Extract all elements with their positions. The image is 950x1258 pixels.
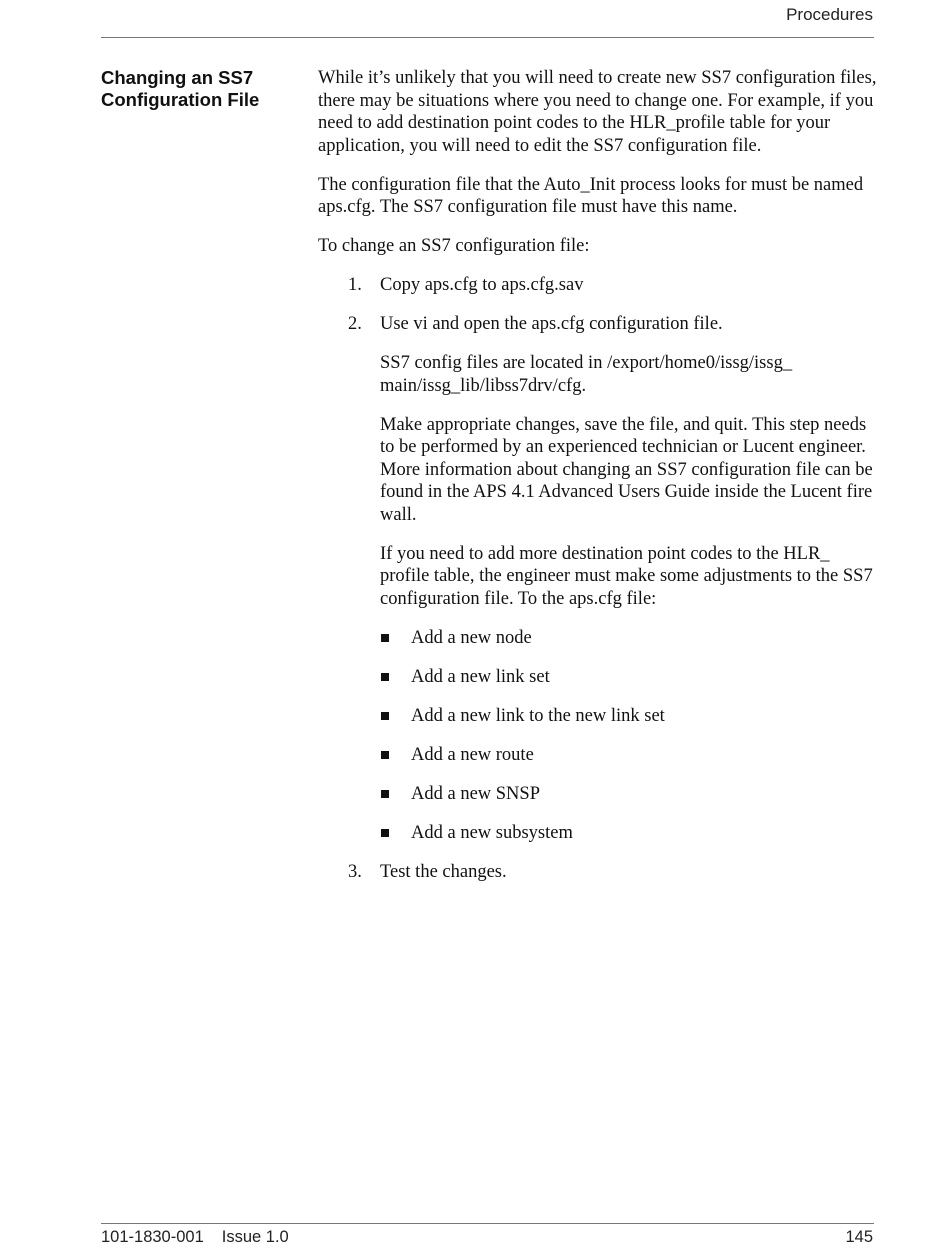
bullet-item (380, 744, 878, 767)
header-rule (101, 37, 874, 38)
procedure-step (318, 861, 878, 884)
section-heading (101, 67, 301, 111)
square-bullet-icon (381, 790, 389, 798)
bullet-text: Add a new subsystem (411, 822, 573, 843)
section-heading-line: Configuration File (101, 89, 260, 110)
intro-paragraph: While it’s unlikely that you will need to create new SS7 configuration files, there may be situations where you need to change one. For example, if you need to add destination point codes to the HLR_profile table for your application, you will need to edit the SS7 configuration file. (318, 68, 877, 156)
step-paragraph: Make appropriate changes, save the file, and quit. This step needs to be performed by an experienced technician or Lucent engineer. More information about changing an SS7 configuration file can be found in the APS 4.1 Advanced Users Guide inside the Lucent fire wall. (380, 414, 873, 525)
intro-paragraph: The configuration file that the Auto_Init process looks for must be named aps.cfg. The SS7 configuration file must have this name. (318, 174, 864, 217)
square-bullet-icon (381, 673, 389, 681)
doc-number: 101-1830-001 (101, 1228, 204, 1246)
step-number: 1. (348, 275, 362, 295)
intro-paragraph: To change an SS7 configuration file: (318, 236, 590, 256)
footer-doc-info (101, 1228, 289, 1247)
bullet-item (380, 627, 878, 650)
step-paragraph: SS7 config files are located in /export/home0/issg/issg_ main/issg_lib/libss7drv/cfg. (380, 353, 793, 396)
bullet-text: Add a new node (411, 627, 532, 648)
bullet-text: Add a new SNSP (411, 783, 540, 804)
bullet-item (380, 666, 878, 689)
step-paragraph: If you need to add more destination point codes to the HLR_ profile table, the engineer must make some adjustments to the SS7 configuration file. To the aps.cfg file: (380, 543, 873, 609)
procedure-step (318, 313, 878, 844)
bullet-item (380, 783, 878, 806)
body-text (318, 67, 878, 900)
square-bullet-icon (381, 634, 389, 642)
procedure-steps (318, 274, 878, 883)
issue-label: Issue 1.0 (221, 1228, 289, 1246)
bullet-item (380, 705, 878, 728)
bullet-text: Add a new link to the new link set (411, 705, 665, 726)
step-text: Copy aps.cfg to aps.cfg.sav (380, 275, 584, 295)
step-text: Use vi and open the aps.cfg configuration file. (380, 314, 723, 334)
bullet-item (380, 822, 878, 845)
page-number: 145 (845, 1228, 873, 1246)
bullet-list (380, 627, 878, 845)
procedure-step (318, 274, 878, 297)
square-bullet-icon (381, 712, 389, 720)
running-head: Procedures (786, 5, 873, 24)
square-bullet-icon (381, 829, 389, 837)
step-text: Test the changes. (380, 861, 507, 882)
footer-rule (101, 1223, 874, 1224)
square-bullet-icon (381, 751, 389, 759)
section-heading-line: Changing an SS7 (101, 67, 254, 88)
step-number: 3. (348, 861, 362, 882)
step-number: 2. (348, 314, 362, 334)
bullet-text: Add a new link set (411, 666, 550, 687)
bullet-text: Add a new route (411, 744, 534, 765)
